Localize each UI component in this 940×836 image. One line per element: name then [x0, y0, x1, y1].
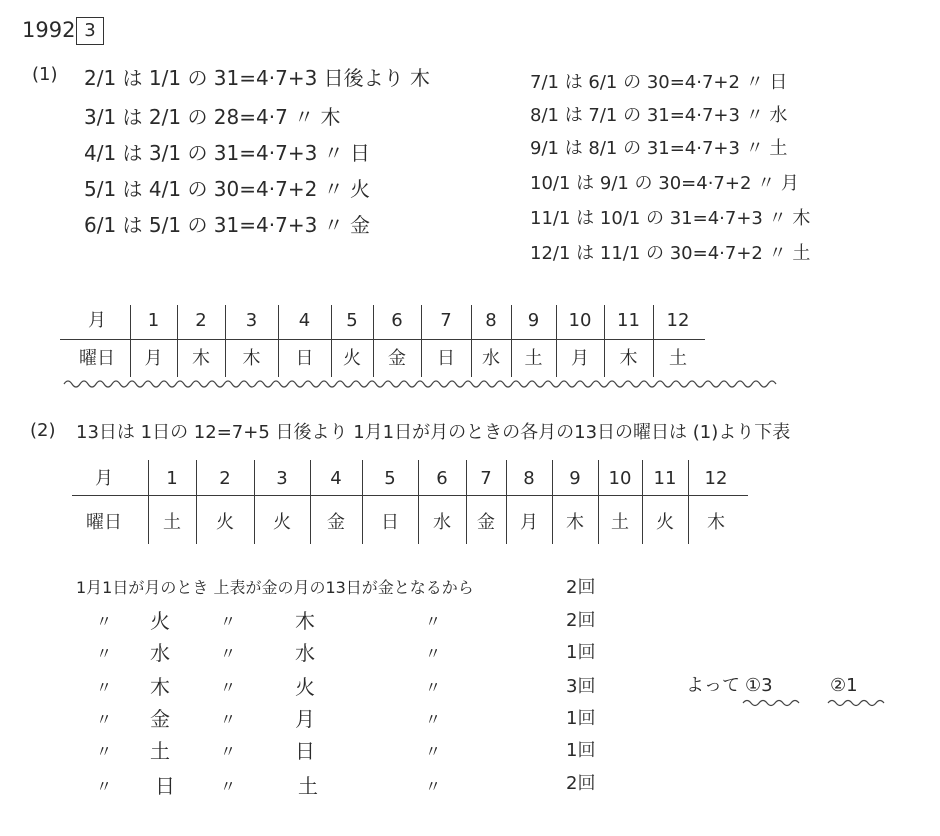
- table-divider: [604, 305, 605, 377]
- table-cell-weekday: 木: [242, 348, 261, 369]
- table-cell-month: 4: [298, 310, 311, 331]
- table-header-weekday: 曜日: [79, 348, 115, 369]
- table-divider: [225, 305, 226, 377]
- calc-line: 7/1 は 6/1 の 30=4·7+2 〃 日: [530, 72, 788, 93]
- table-divider: [254, 460, 255, 544]
- table-cell-weekday: 木: [707, 512, 725, 533]
- part2-intro: 13日は 1日の 12=7+5 日後より 1月1日が月のときの各月の13日の曜日は (1)より下表: [76, 422, 791, 443]
- count-value: 2回: [566, 610, 596, 631]
- list-first-line: 1月1日が月のとき 上表が金の月の13日が金となるから: [76, 578, 474, 597]
- ditto-mark: 〃: [425, 742, 442, 761]
- ditto-mark: 〃: [220, 710, 237, 729]
- table-divider: [177, 305, 178, 377]
- table-divider: [506, 460, 507, 544]
- ditto-mark: 〃: [425, 644, 442, 663]
- table-cell-weekday: 金: [388, 348, 406, 369]
- table-cell-month: 8: [485, 310, 497, 331]
- calc-line: 6/1 は 5/1 の 31=4·7+3 〃 金: [84, 213, 371, 237]
- count-value: 1回: [566, 708, 596, 729]
- table-cell-month: 11: [653, 468, 677, 489]
- table-cell-weekday: 水: [433, 512, 451, 533]
- table-divider: [688, 460, 689, 544]
- calc-line: 4/1 は 3/1 の 31=4·7+3 〃 日: [84, 141, 371, 165]
- weekday-value: 土: [298, 774, 318, 798]
- weekday-value: 日: [295, 739, 315, 763]
- calc-line: 9/1 は 8/1 の 31=4·7+3 〃 土: [530, 138, 788, 159]
- table-cell-weekday: 火: [273, 512, 291, 533]
- table-cell-month: 1: [147, 310, 160, 331]
- ditto-mark: 〃: [96, 612, 113, 631]
- table-cell-month: 9: [569, 468, 581, 489]
- weekday-value: 月: [295, 707, 315, 731]
- table-cell-weekday: 木: [566, 512, 584, 533]
- ditto-mark: 〃: [96, 777, 113, 796]
- table-cell-month: 10: [568, 310, 592, 331]
- ditto-mark: 〃: [425, 777, 442, 796]
- year-label: 1992: [22, 18, 76, 42]
- table-cell-month: 12: [666, 310, 690, 331]
- table-cell-weekday: 金: [477, 512, 495, 533]
- table-cell-month: 2: [219, 468, 231, 489]
- table-divider: [642, 460, 643, 544]
- part1-label: (1): [32, 64, 58, 85]
- table-cell-month: 6: [391, 310, 403, 331]
- weekday-value: 水: [295, 641, 315, 665]
- table-cell-month: 11: [617, 310, 640, 331]
- weekday-value: 土: [150, 739, 170, 763]
- problem-number-box: 3: [76, 17, 104, 45]
- table-cell-weekday: 土: [524, 348, 543, 369]
- table-divider: [72, 495, 748, 496]
- answer2-underline: [828, 698, 886, 708]
- count-value: 3回: [566, 676, 596, 697]
- table-cell-month: 7: [440, 310, 452, 331]
- table-cell-month: 3: [276, 468, 288, 489]
- table-divider: [556, 305, 557, 377]
- table-divider: [148, 460, 149, 544]
- table-cell-weekday: 月: [144, 348, 163, 369]
- table-cell-month: 9: [527, 310, 540, 331]
- weekday-value: 日: [155, 774, 175, 798]
- table-cell-weekday: 火: [343, 348, 361, 369]
- table-divider: [418, 460, 419, 544]
- table-cell-weekday: 土: [163, 512, 181, 533]
- answer-part1: ①3: [745, 675, 773, 696]
- ditto-mark: 〃: [425, 678, 442, 697]
- table-divider: [598, 460, 599, 544]
- table-cell-weekday: 土: [611, 512, 629, 533]
- wavy-underline: [64, 378, 784, 390]
- table-cell-month: 8: [523, 468, 535, 489]
- table-divider: [466, 460, 467, 544]
- table-header-month: 月: [95, 468, 113, 489]
- table-divider: [373, 305, 374, 377]
- table-divider: [310, 460, 311, 544]
- table-cell-month: 5: [346, 310, 358, 331]
- table-cell-month: 2: [195, 310, 207, 331]
- table-cell-weekday: 火: [216, 512, 234, 533]
- table-cell-weekday: 日: [437, 348, 455, 369]
- answer-prefix: よって: [686, 675, 740, 696]
- ditto-mark: 〃: [425, 710, 442, 729]
- ditto-mark: 〃: [96, 742, 113, 761]
- table-cell-weekday: 金: [327, 512, 345, 533]
- answer-part2: ②1: [830, 675, 858, 696]
- table-divider: [421, 305, 422, 377]
- table-cell-weekday: 土: [669, 348, 687, 369]
- weekday-value: 木: [150, 675, 170, 699]
- answer1-underline: [743, 698, 803, 708]
- table-cell-month: 10: [608, 468, 632, 489]
- calc-line: 8/1 は 7/1 の 31=4·7+3 〃 水: [530, 105, 788, 126]
- table-cell-weekday: 日: [381, 512, 399, 533]
- table-divider: [60, 339, 705, 340]
- weekday-value: 火: [295, 675, 315, 699]
- table-divider: [130, 305, 131, 377]
- table-cell-weekday: 日: [295, 348, 314, 369]
- ditto-mark: 〃: [96, 710, 113, 729]
- table-cell-weekday: 月: [520, 512, 538, 533]
- table-cell-month: 7: [480, 468, 492, 489]
- table-divider: [552, 460, 553, 544]
- ditto-mark: 〃: [220, 777, 237, 796]
- ditto-mark: 〃: [96, 644, 113, 663]
- ditto-mark: 〃: [220, 678, 237, 697]
- calc-line: 11/1 は 10/1 の 31=4·7+3 〃 木: [530, 208, 811, 229]
- table-cell-weekday: 水: [482, 348, 500, 369]
- calc-line: 12/1 は 11/1 の 30=4·7+2 〃 土: [530, 243, 811, 264]
- weekday-value: 水: [150, 641, 170, 665]
- table-cell-month: 6: [436, 468, 448, 489]
- table-divider: [471, 305, 472, 377]
- table-header-weekday: 曜日: [86, 512, 122, 533]
- ditto-mark: 〃: [220, 644, 237, 663]
- count-value: 1回: [566, 740, 596, 761]
- calc-line: 5/1 は 4/1 の 30=4·7+2 〃 火: [84, 177, 371, 201]
- table-cell-weekday: 木: [192, 348, 210, 369]
- table-cell-month: 5: [384, 468, 396, 489]
- count-value: 1回: [566, 642, 596, 663]
- calc-line: 3/1 は 2/1 の 28=4·7 〃 木: [84, 105, 341, 129]
- ditto-mark: 〃: [220, 612, 237, 631]
- table-header-month: 月: [88, 310, 106, 331]
- weekday-value: 火: [150, 609, 170, 633]
- calc-line: 10/1 は 9/1 の 30=4·7+2 〃 月: [530, 173, 799, 194]
- table-divider: [653, 305, 654, 377]
- ditto-mark: 〃: [425, 612, 442, 631]
- table-divider: [196, 460, 197, 544]
- table-cell-month: 4: [330, 468, 342, 489]
- table-cell-month: 12: [704, 468, 728, 489]
- table-cell-weekday: 火: [656, 512, 674, 533]
- table-divider: [331, 305, 332, 377]
- calc-line: 2/1 は 1/1 の 31=4·7+3 日後より 木: [84, 66, 431, 90]
- ditto-mark: 〃: [220, 742, 237, 761]
- table-divider: [278, 305, 279, 377]
- weekday-value: 木: [295, 609, 315, 633]
- table-cell-month: 1: [166, 468, 178, 489]
- count-value: 2回: [566, 773, 596, 794]
- table-cell-weekday: 月: [571, 348, 589, 369]
- table-divider: [362, 460, 363, 544]
- ditto-mark: 〃: [96, 678, 113, 697]
- count-value: 2回: [566, 577, 596, 598]
- table-cell-weekday: 木: [619, 348, 638, 369]
- weekday-value: 金: [150, 707, 170, 731]
- table-cell-month: 3: [245, 310, 258, 331]
- table-divider: [511, 305, 512, 377]
- part2-label: (2): [30, 420, 56, 441]
